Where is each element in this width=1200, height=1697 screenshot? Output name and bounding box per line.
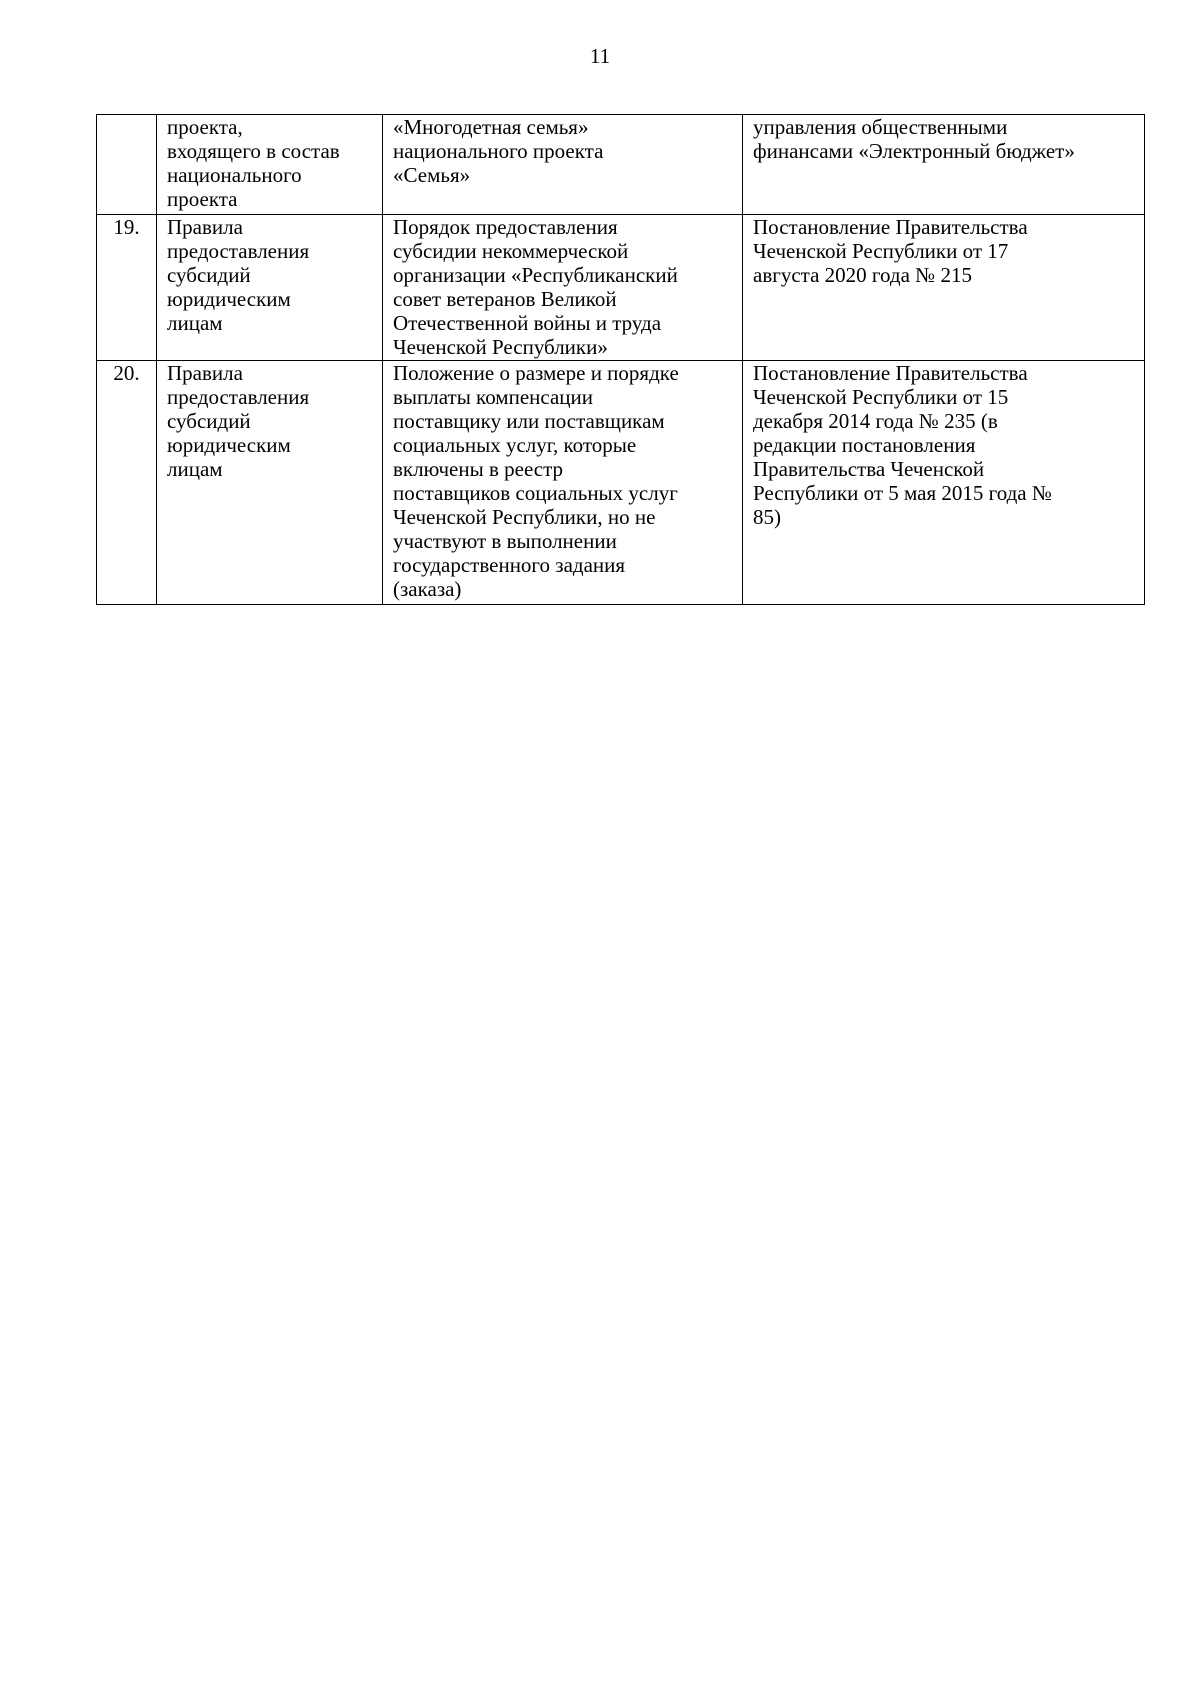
- table-row: [97, 215, 1145, 361]
- row-number-cell: 19.: [97, 215, 157, 361]
- act-reference-cell: Постановление Правительства Чеченской Республики от 15 декабря 2014 года № 235 (в редакции постановления Правительства Чеченской Республики от 5 мая 2015 года № 85): [743, 361, 1145, 605]
- page-number: 11: [589, 44, 611, 68]
- act-type-cell: Правила предоставления субсидий юридическим лицам: [157, 361, 383, 605]
- legal-acts-table: [96, 114, 1145, 605]
- act-name-cell: Положение о размере и порядке выплаты компенсации поставщику или поставщикам социальных услуг, которые включены в реестр поставщиков социальных услуг Чеченской Республики, но не участвуют в выполнении государственного задания (заказа): [383, 361, 743, 605]
- act-type-cell: Правила предоставления субсидий юридическим лицам: [157, 215, 383, 361]
- act-name-cell: «Многодетная семья» национального проекта «Семья»: [383, 115, 743, 215]
- table-row: [97, 361, 1145, 605]
- act-reference-cell: управления общественными финансами «Электронный бюджет»: [743, 115, 1145, 215]
- row-number-cell: 20.: [97, 361, 157, 605]
- row-number-cell: [97, 115, 157, 215]
- table-row: [97, 115, 1145, 215]
- act-name-cell: Порядок предоставления субсидии некоммерческой организации «Республиканский совет ветеранов Великой Отечественной войны и труда Чеченской Республики»: [383, 215, 743, 361]
- act-type-cell: проекта, входящего в состав национального проекта: [157, 115, 383, 215]
- act-reference-cell: Постановление Правительства Чеченской Республики от 17 августа 2020 года № 215: [743, 215, 1145, 361]
